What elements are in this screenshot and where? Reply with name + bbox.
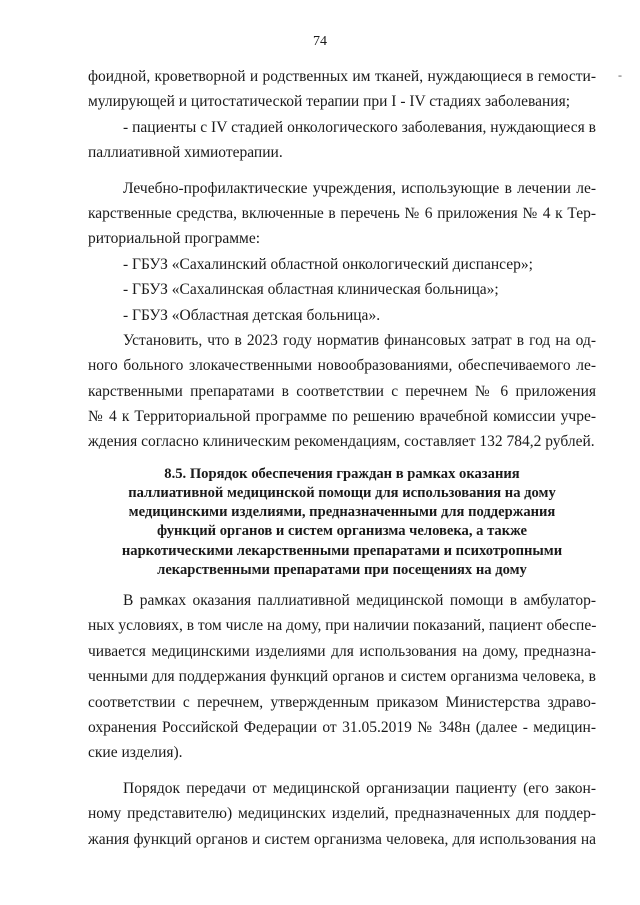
heading-line: медицинскими изделиями, предназначенными для поддержания xyxy=(128,504,556,521)
heading-line: 8.5. Порядок обеспечения граждан в рамках оказания xyxy=(164,465,520,482)
text-line: риториальной программе: xyxy=(88,230,261,248)
text-line: охранения Российской Федерации от 31.05.2019 № 348н (далее - медицин- xyxy=(88,718,596,736)
text-line: В рамках оказания паллиативной медицинской помощи в амбулатор- xyxy=(123,591,596,609)
paragraph xyxy=(88,176,596,252)
paragraph xyxy=(88,588,596,766)
text-line: ному представителю) медицинских изделий, предназначенных для поддер- xyxy=(88,805,596,823)
text-line: - пациенты с IV стадией онкологического заболевания, нуждающиеся в xyxy=(123,118,596,136)
text-line: ных условиях, в том числе на дому, при наличии показаний, пациент обеспе- xyxy=(88,617,596,635)
paragraph xyxy=(88,776,596,852)
text-line: карственными препаратами в соответствии с перечнем № 6 приложения xyxy=(88,382,596,400)
paragraph xyxy=(88,115,596,166)
section-heading xyxy=(88,465,596,580)
text-line: Порядок передачи от медицинской организации пациенту (его закон- xyxy=(123,779,596,797)
text-line: соответствии с перечнем, утвержденным приказом Министерства здраво- xyxy=(88,693,596,711)
text-line: мулирующей и цитостатической терапии при I - IV стадиях заболевания; xyxy=(88,93,571,111)
heading-line: наркотическими лекарственными препаратами и психотропными xyxy=(121,542,563,559)
text-line: ские изделия). xyxy=(88,744,183,762)
heading-line: лекарственными препаратами при посещениях на дому xyxy=(157,561,527,578)
text-line: чивается медицинскими изделиями для использования на дому, предназна- xyxy=(88,642,596,660)
page-number: 74 xyxy=(313,34,327,49)
text-line: № 4 к Территориальной программе по решению врачебной комиссии учре- xyxy=(88,408,596,426)
text-line: Лечебно-профилактические учреждения, использующие в лечении ле- xyxy=(123,179,596,197)
text-line: ченными для поддержания функций органов и систем организма человека, в xyxy=(88,668,596,686)
heading-line: функций органов и систем организма человека, а также xyxy=(156,523,528,540)
paragraph xyxy=(88,277,596,302)
text-line: паллиативной химиотерапии. xyxy=(88,144,283,162)
text-line: карственные средства, включенные в перечень № 6 приложения № 4 к Тер- xyxy=(88,204,596,222)
text-line: - ГБУЗ «Сахалинская областная клиническая больница»; xyxy=(123,281,499,299)
text-line: фоидной, кроветворной и родственных им тканей, нуждающиеся в гемости- xyxy=(88,68,596,85)
paragraph xyxy=(88,328,596,455)
text-line: Установить, что в 2023 году норматив финансовых затрат в год на од- xyxy=(123,331,596,349)
heading-line: паллиативной медицинской помощи для использования на дому xyxy=(128,485,556,502)
paragraph xyxy=(88,64,596,115)
paragraph xyxy=(88,252,596,277)
margin-mark: - xyxy=(618,68,622,82)
document-body xyxy=(88,64,596,852)
paragraph xyxy=(88,303,596,328)
text-line: жания функций органов и систем организма человека, для использования на xyxy=(88,830,596,848)
text-line: - ГБУЗ «Областная детская больница». xyxy=(123,306,381,324)
text-line: - ГБУЗ «Сахалинский областной онкологический диспансер»; xyxy=(123,255,533,273)
text-line: ного больного злокачественными новообразованиями, обеспечиваемого ле- xyxy=(88,357,596,375)
text-line: ждения согласно клиническим рекомендациям, составляет 132 784,2 рублей. xyxy=(88,433,595,451)
